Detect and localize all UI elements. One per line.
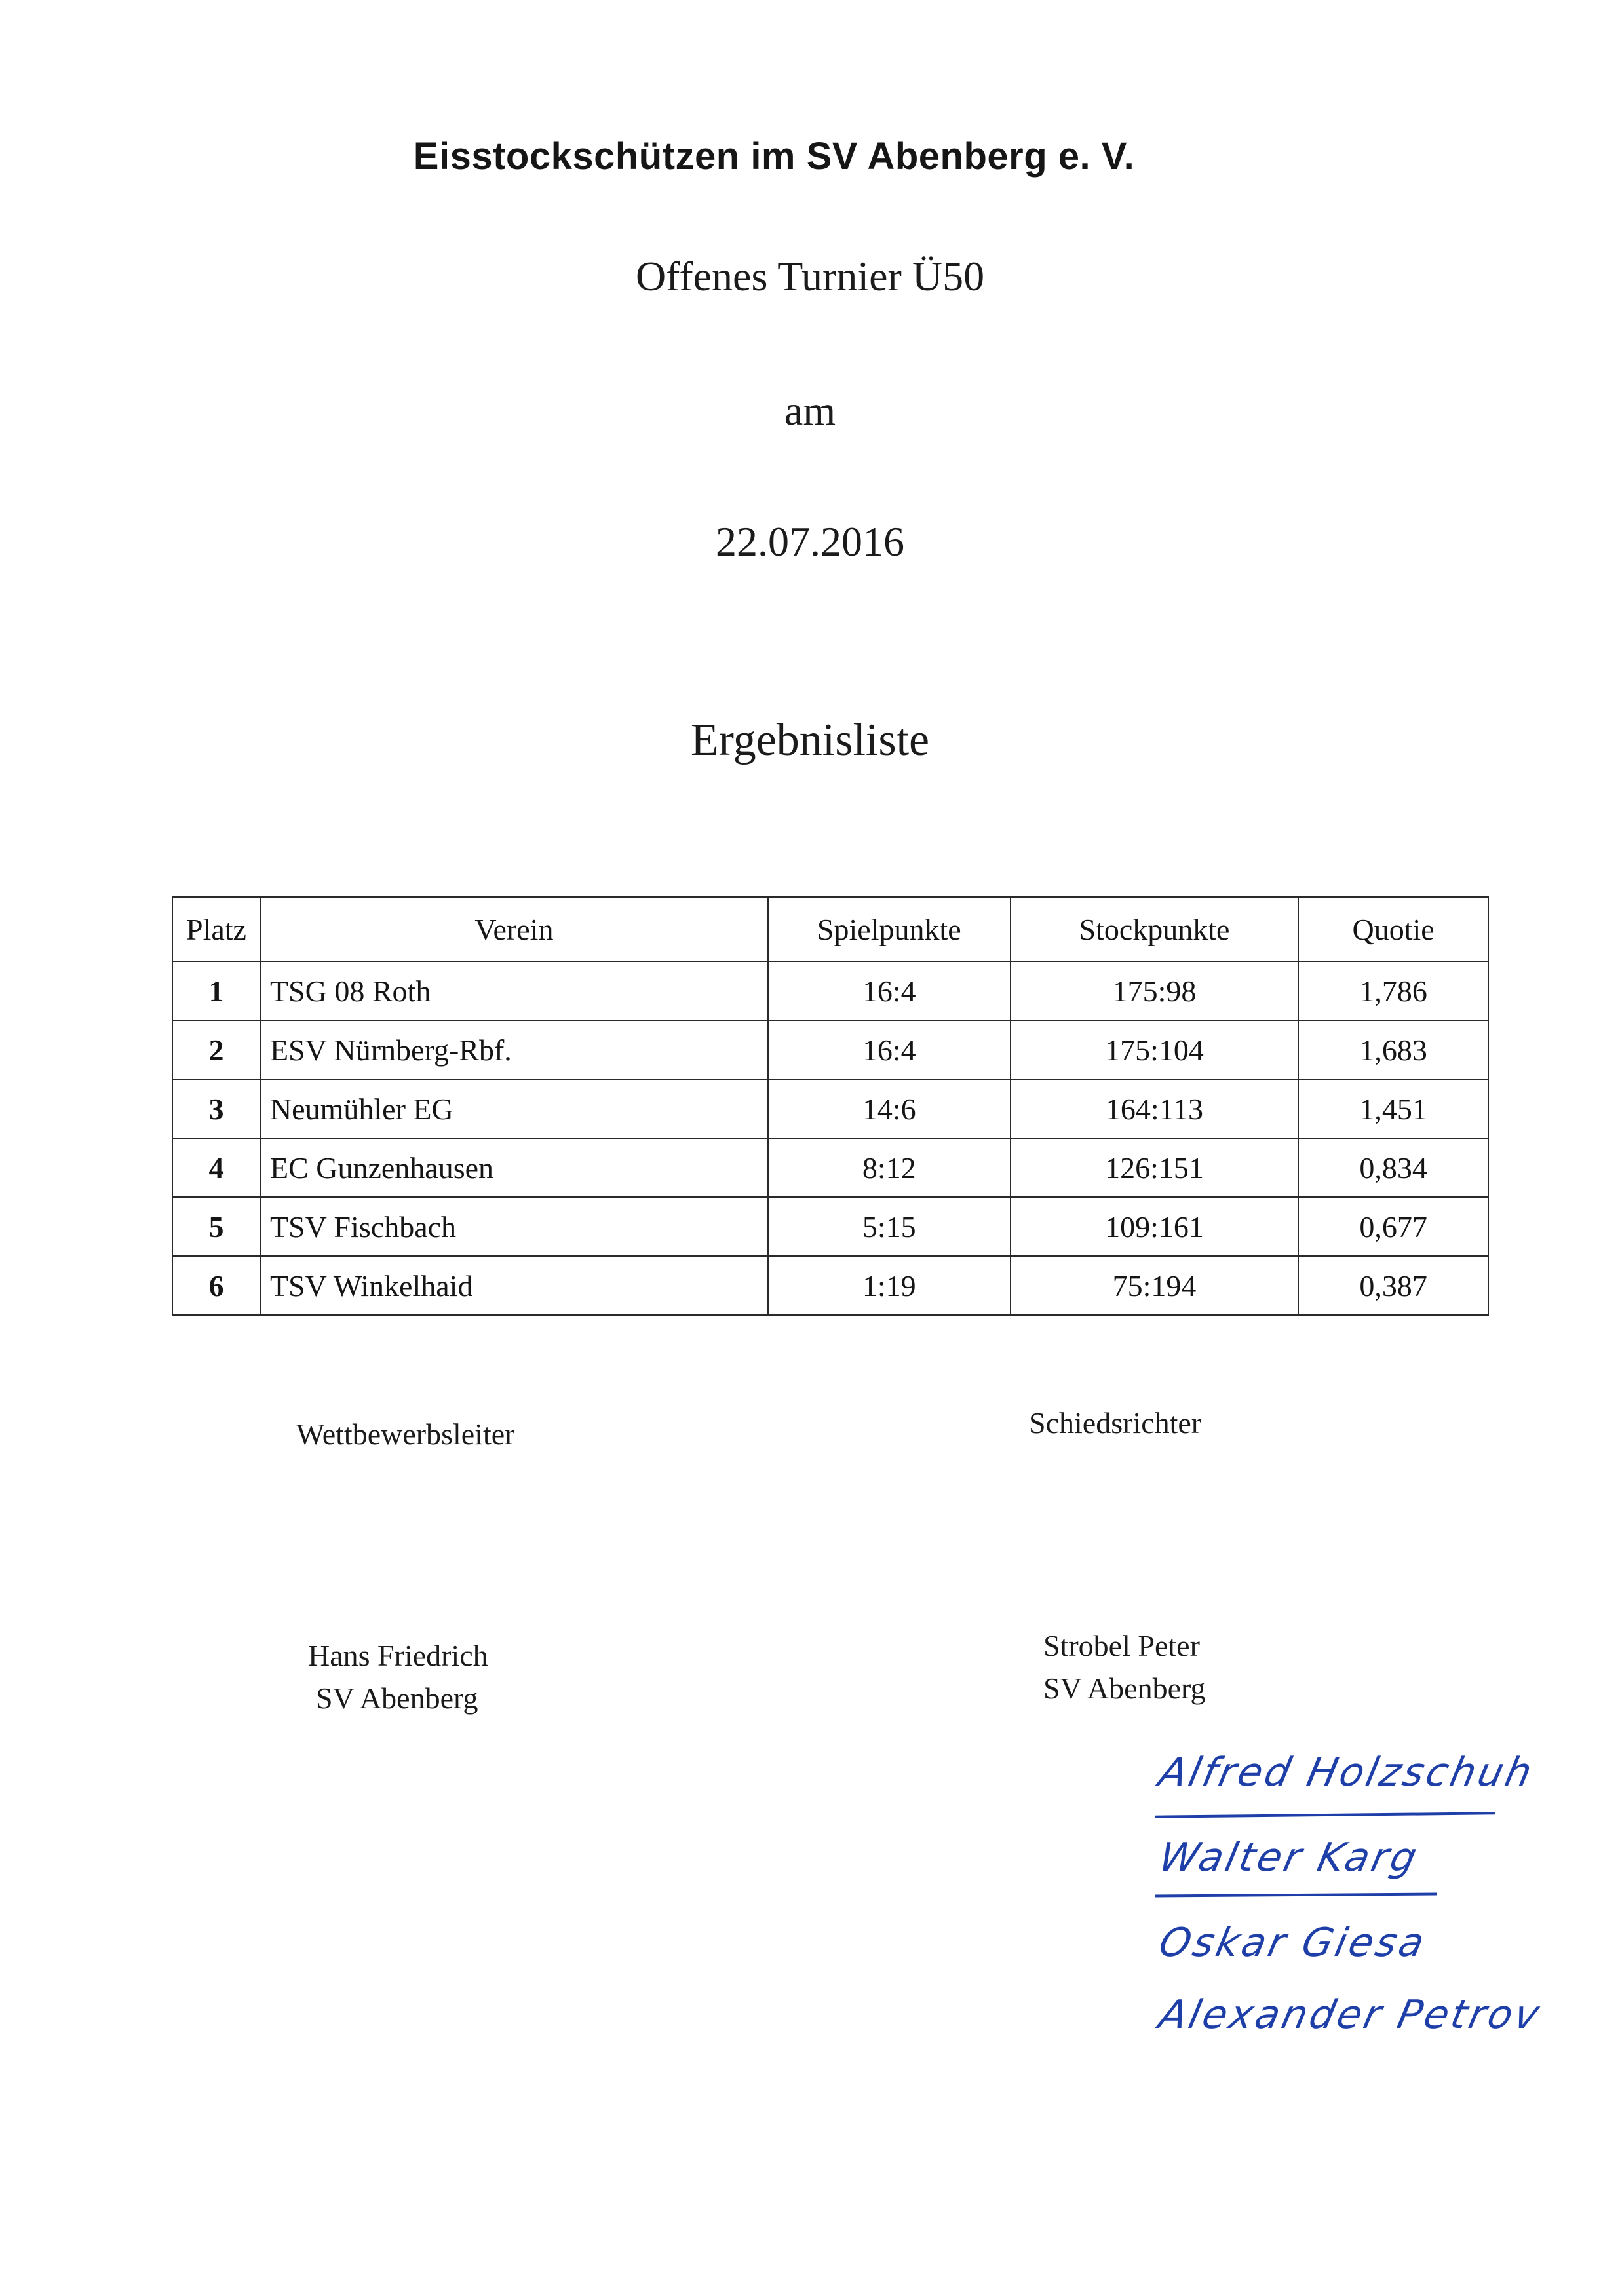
table-row [172,1256,1488,1315]
table-row [172,1138,1488,1197]
club-cell: TSV Fischbach [260,1197,768,1256]
referee-club: SV Abenberg [1043,1672,1206,1705]
quotient-cell: 1,786 [1298,961,1488,1020]
rank-cell: 6 [172,1256,260,1315]
game-points-cell: 16:4 [768,1020,1011,1079]
results-table [172,896,1489,1316]
column-header-verein: Verein [260,897,768,961]
stick-points-cell: 109:161 [1011,1197,1299,1256]
handwritten-signature-2: Walter Karg [1155,1835,1423,1881]
quotient-cell: 0,677 [1298,1197,1488,1256]
column-header-quotie: Quotie [1298,897,1488,961]
signature-underline-1 [1155,1812,1495,1818]
signature-underline-2 [1155,1892,1437,1897]
game-points-cell: 8:12 [768,1138,1011,1197]
club-cell: ESV Nürnberg-Rbf. [260,1020,768,1079]
rank-cell: 2 [172,1020,260,1079]
game-points-cell: 5:15 [768,1197,1011,1256]
competition-director-club: SV Abenberg [316,1681,478,1715]
column-header-stockpunkte: Stockpunkte [1011,897,1299,961]
game-points-cell: 1:19 [768,1256,1011,1315]
column-header-platz: Platz [172,897,260,961]
game-points-cell: 16:4 [768,961,1011,1020]
rank-cell: 3 [172,1079,260,1138]
competition-director-label: Wettbewerbsleiter [296,1417,515,1451]
quotient-cell: 0,834 [1298,1138,1488,1197]
date-prefix: am [784,387,836,434]
referee-name: Strobel Peter [1043,1629,1200,1662]
tournament-date: 22.07.2016 [716,518,904,565]
rank-cell: 5 [172,1197,260,1256]
results-header-row [172,897,1488,961]
handwritten-signature-4: Alexander Petrov [1155,1992,1546,2038]
organization-title: Eisstockschützen im SV Abenberg e. V. [413,135,1135,178]
club-cell: Neumühler EG [260,1079,768,1138]
stick-points-cell: 75:194 [1011,1256,1299,1315]
club-cell: TSV Winkelhaid [260,1256,768,1315]
referee-label: Schiedsrichter [1029,1406,1202,1440]
quotient-cell: 0,387 [1298,1256,1488,1315]
stick-points-cell: 164:113 [1011,1079,1299,1138]
stick-points-cell: 175:98 [1011,961,1299,1020]
results-list-title: Ergebnisliste [690,715,930,765]
table-row [172,961,1488,1020]
table-row [172,1079,1488,1138]
rank-cell: 1 [172,961,260,1020]
club-cell: EC Gunzenhausen [260,1138,768,1197]
competition-director-name: Hans Friedrich [308,1639,488,1672]
column-header-spielpunkte: Spielpunkte [768,897,1011,961]
rank-cell: 4 [172,1138,260,1197]
table-row [172,1197,1488,1256]
tournament-title: Offenes Turnier Ü50 [635,253,985,299]
club-cell: TSG 08 Roth [260,961,768,1020]
stick-points-cell: 175:104 [1011,1020,1299,1079]
table-row [172,1020,1488,1079]
game-points-cell: 14:6 [768,1079,1011,1138]
quotient-cell: 1,451 [1298,1079,1488,1138]
quotient-cell: 1,683 [1298,1020,1488,1079]
handwritten-signature-3: Oskar Giesa [1155,1920,1431,1966]
handwritten-signature-1: Alfred Holzschuh [1155,1750,1539,1795]
stick-points-cell: 126:151 [1011,1138,1299,1197]
